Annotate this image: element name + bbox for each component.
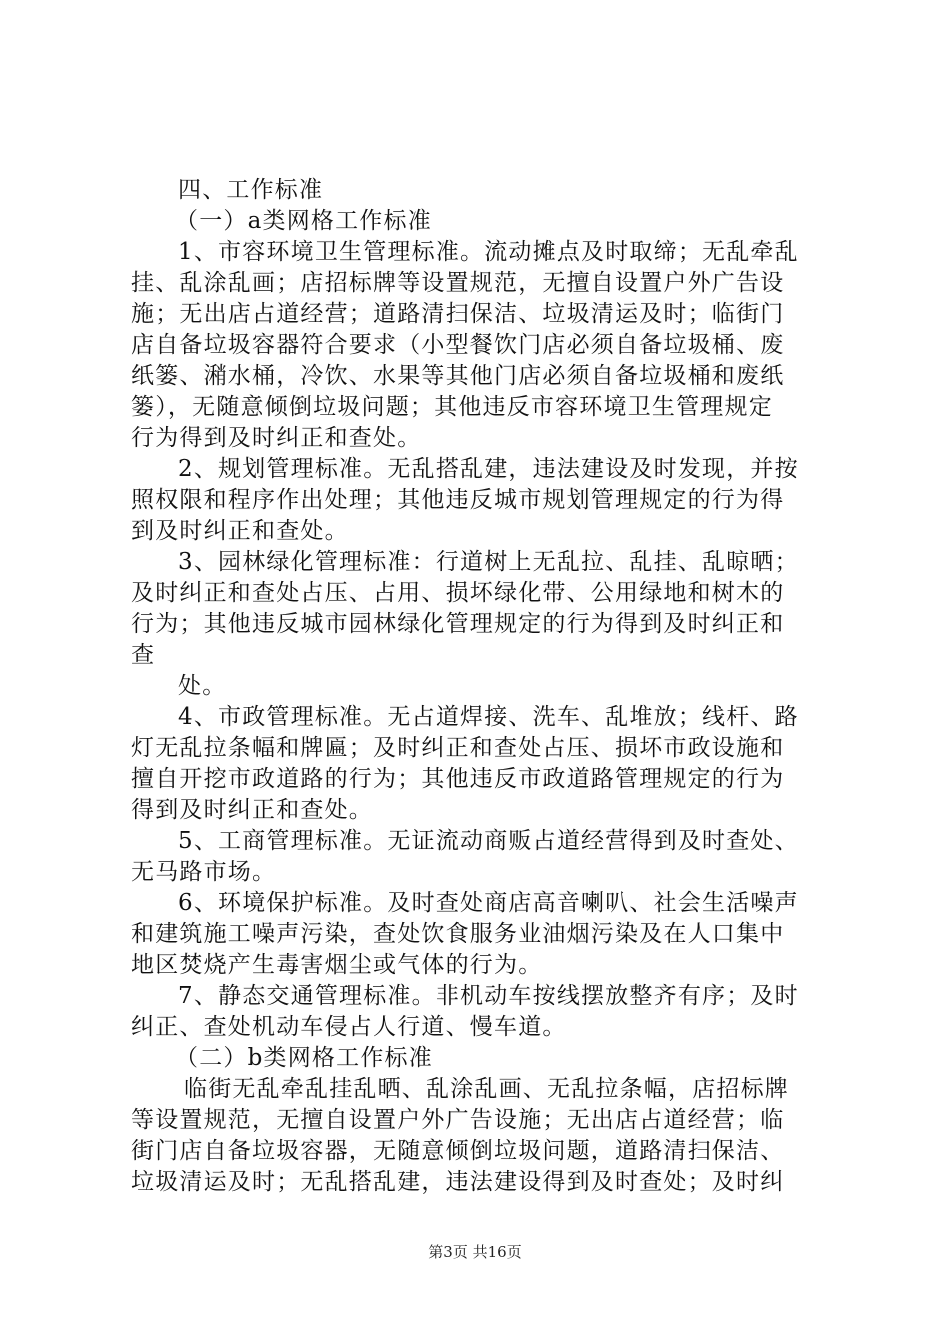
- text-line: 处。: [178, 673, 227, 699]
- text-line: 3、园林绿化管理标准：行道树上无乱拉、乱挂、乱晾晒；: [178, 549, 799, 575]
- text-line: 4、市政管理标准。无占道焊接、洗车、乱堆放；线杆、路: [178, 704, 799, 730]
- text-line: 垃圾清运及时；无乱搭乱建，违法建设得到及时查处；及时纠: [131, 1169, 785, 1195]
- page-number-footer: 第3页 共16页: [428, 1243, 522, 1261]
- text-line: 查: [131, 642, 156, 668]
- text-line: 纠正、查处机动车侵占人行道、慢车道。: [131, 1014, 567, 1040]
- text-line: 和建筑施工噪声污染，查处饮食服务业油烟污染及在人口集中: [131, 921, 785, 947]
- text-line: 行为；其他违反城市园林绿化管理规定的行为得到及时纠正和: [131, 611, 785, 637]
- text-line: 行为得到及时纠正和查处。: [131, 425, 422, 451]
- text-line: 纸篓、潲水桶，冷饮、水果等其他门店必须自备垃圾桶和废纸: [131, 363, 785, 389]
- text-line: 2、规划管理标准。无乱搭乱建，违法建设及时发现，并按: [178, 456, 799, 482]
- text-line: 擅自开挖市政道路的行为；其他违反市政道路管理规定的行为: [131, 766, 785, 792]
- text-line: 街门店自备垃圾容器，无随意倾倒垃圾问题，道路清扫保洁、: [131, 1138, 785, 1164]
- text-line: 6、环境保护标准。及时查处商店高音喇叭、社会生活噪声: [178, 890, 799, 916]
- text-line: 等设置规范，无擅自设置户外广告设施；无出店占道经营；临: [131, 1107, 785, 1133]
- text-line: 得到及时纠正和查处。: [131, 797, 373, 823]
- text-line: 四、工作标准: [178, 177, 324, 203]
- text-line: 7、静态交通管理标准。非机动车按线摆放整齐有序；及时: [178, 983, 799, 1009]
- text-line: （一）a类网格工作标准: [175, 208, 432, 234]
- text-line: 到及时纠正和查处。: [131, 518, 349, 544]
- text-line: 挂、乱涂乱画；店招标牌等设置规范，无擅自设置户外广告设: [131, 270, 785, 296]
- text-line: 施；无出店占道经营；道路清扫保洁、垃圾清运及时；临街门: [131, 301, 785, 327]
- text-line: 篓），无随意倾倒垃圾问题；其他违反市容环境卫生管理规定: [131, 394, 773, 420]
- text-line: （二）b类网格工作标准: [175, 1045, 433, 1071]
- text-line: 店自备垃圾容器符合要求（小型餐饮门店必须自备垃圾桶、废: [131, 332, 785, 358]
- text-line: 照权限和程序作出处理；其他违反城市规划管理规定的行为得: [131, 487, 785, 513]
- text-line: 5、工商管理标准。无证流动商贩占道经营得到及时查处、: [178, 828, 799, 854]
- text-line: 1、市容环境卫生管理标准。流动摊点及时取缔；无乱牵乱: [178, 239, 799, 265]
- text-line: 临街无乱牵乱挂乱晒、乱涂乱画、无乱拉条幅，店招标牌: [184, 1076, 789, 1102]
- text-line: 无马路市场。: [131, 859, 277, 885]
- text-line: 灯无乱拉条幅和牌匾；及时纠正和查处占压、损坏市政设施和: [131, 735, 785, 761]
- text-line: 及时纠正和查处占压、占用、损坏绿化带、公用绿地和树木的: [131, 580, 785, 606]
- text-line: 地区焚烧产生毒害烟尘或气体的行为。: [131, 952, 543, 978]
